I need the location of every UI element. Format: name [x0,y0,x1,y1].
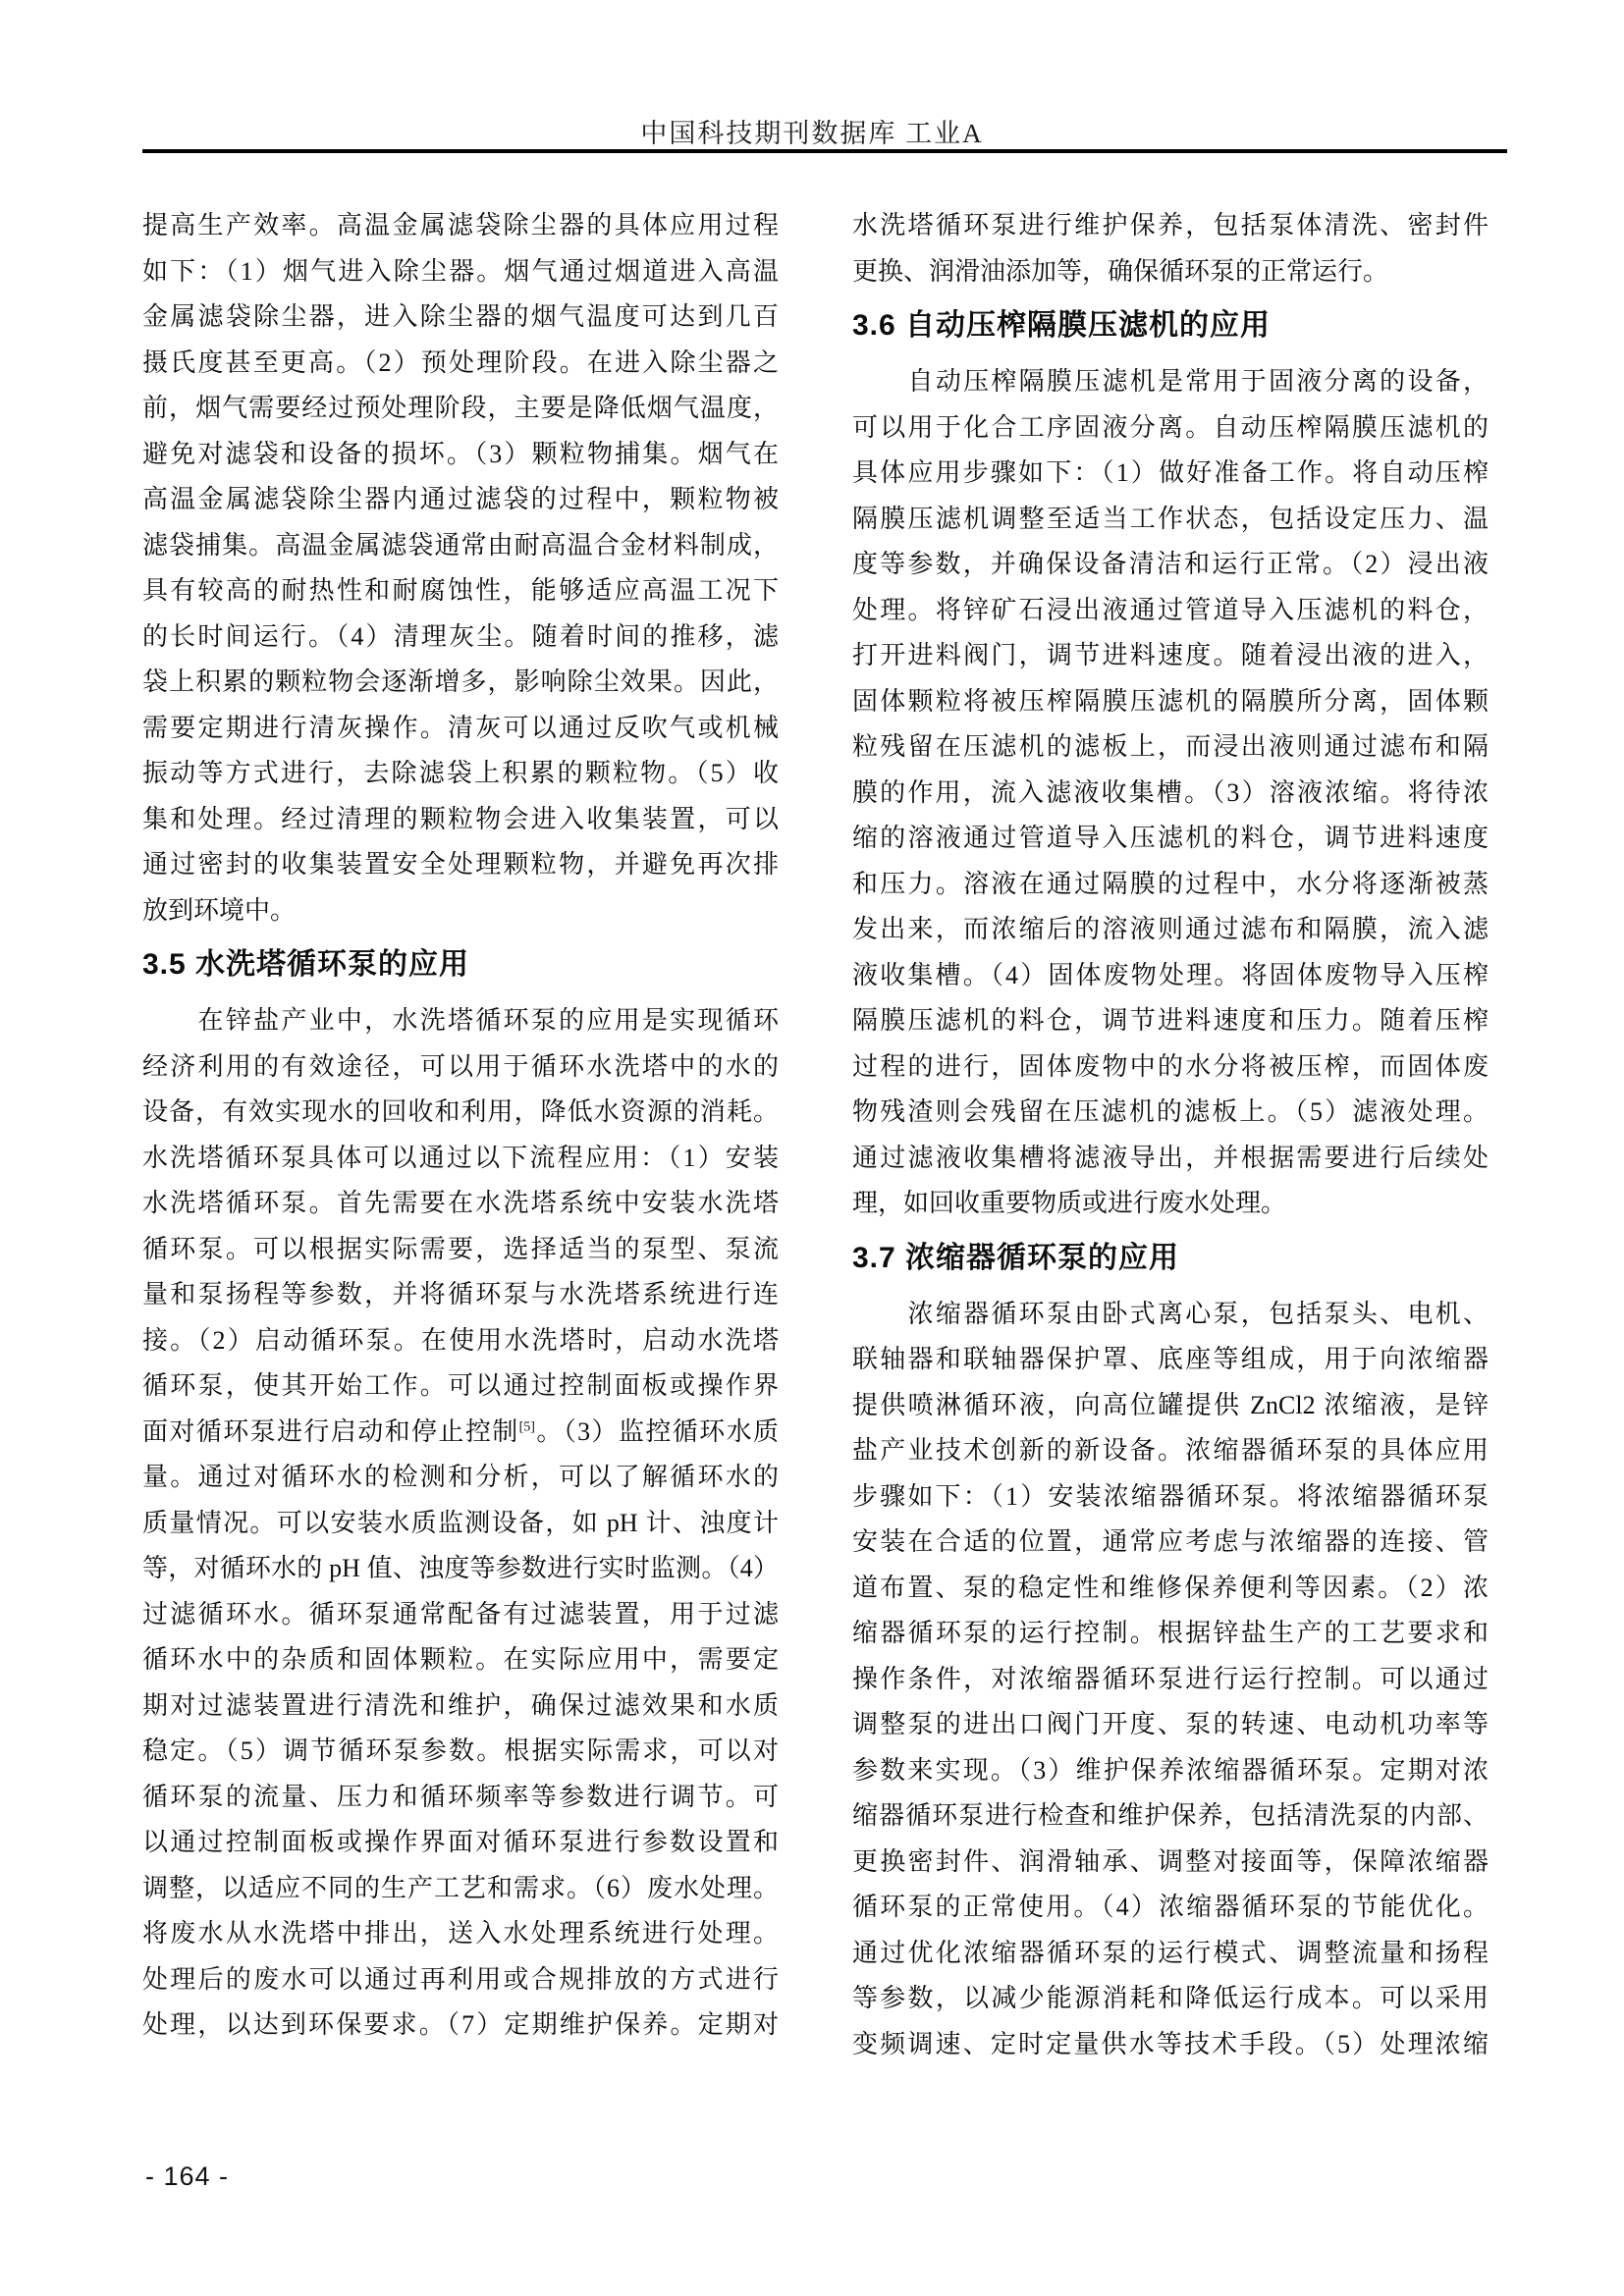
text-line: 如下：（1）烟气进入除尘器。烟气通过烟道进入高温 [142,256,779,286]
text-line: 可以用于化合工序固液分离。自动压榨隔膜压滤机的 [852,412,1489,442]
text-line: 隔膜压滤机调整至适当工作状态，包括设定压力、温 [852,504,1489,533]
text-line: 通过优化浓缩器循环泵的运行模式、调整流量和扬程 [852,1938,1489,1967]
citation-superscript: [5] [518,1418,535,1434]
text-line: 需要定期进行清灰操作。清灰可以通过反吹气或机械 [142,713,779,742]
text-line: 放到环境中。 [142,895,297,925]
text-line: 循环泵，使其开始工作。可以通过控制面板或操作界 [142,1371,779,1400]
text-line: 发出来，而浓缩后的溶液则通过滤布和隔膜，流入滤 [852,915,1489,943]
paragraph [142,203,779,934]
text-line: 接。（2）启动循环泵。在使用水洗塔时，启动水洗塔 [142,1325,779,1355]
text-line: 更换密封件、润滑轴承、调整对接面等，保障浓缩器 [852,1846,1489,1876]
text-line: 循环泵的流量、压力和循环频率等参数进行调节。可 [142,1782,779,1811]
text-line: 过滤循环水。循环泵通常配备有过滤装置，用于过滤 [142,1599,779,1629]
text-line: 具体应用步骤如下：（1）做好准备工作。将自动压榨 [852,458,1489,487]
text-line: 循环水中的杂质和固体颗粒。在实际应用中，需要定 [142,1645,779,1674]
text-line: 隔膜压滤机的料仓，调节进料速度和压力。随着压榨 [852,1006,1489,1035]
text-line: 经济利用的有效途径，可以用于循环水洗塔中的水的 [142,1051,779,1081]
text-line: 处理。将锌矿石浸出液通过管道导入压滤机的料仓， [852,595,1489,624]
text-line: 通过密封的收集装置安全处理颗粒物，并避免再次排 [142,850,779,879]
text-line: 滤袋捕集。高温金属滤袋通常由耐高温合金材料制成， [142,530,779,560]
text-line: 循环泵的正常使用。（4）浓缩器循环泵的节能优化。 [852,1893,1489,1921]
text-line: 具有较高的耐热性和耐腐蚀性，能够适应高温工况下 [142,576,779,605]
text-line: 袋上积累的颗粒物会逐渐增多，影响除尘效果。因此， [142,667,779,696]
text-line: 稳定。（5）调节循环泵参数。根据实际需求，可以对 [142,1736,779,1765]
paragraph [852,203,1489,294]
page-number: - 164 - [145,2162,230,2191]
text-line: 调整，以适应不同的生产工艺和需求。（6）废水处理。 [142,1873,779,1902]
text-line: 处理，以达到环保要求。（7）定期维护保养。定期对 [142,2010,779,2039]
text-line: 安装在合适的位置，通常应考虑与浓缩器的连接、管 [852,1527,1489,1556]
text-line: 缩器循环泵进行检查和维护保养，包括清洗泵的内部、 [852,1801,1489,1830]
text-line: 度等参数，并确保设备清洁和运行正常。（2）浸出液 [852,550,1489,578]
text-line: 振动等方式进行，去除滤袋上积累的颗粒物。（5）收 [142,759,779,787]
section-heading: 3.6 自动压榨隔膜压滤机的应用 [852,309,1272,342]
text-line: 理，如回收重要物质或进行废水处理。 [852,1189,1287,1217]
text-line: 期对过滤装置进行清洗和维护，确保过滤效果和水质 [142,1690,779,1720]
text-line: 过程的进行，固体废物中的水分将被压榨，而固体废 [852,1051,1489,1081]
text-line: 的长时间运行。（4）清理灰尘。随着时间的推移，滤 [142,621,779,651]
text-line: 浓缩器循环泵由卧式离心泵，包括泵头、电机、 [852,1299,1489,1328]
text-line: 提供喷淋循环液，向高位罐提供 ZnCl2 浓缩液，是锌 [852,1390,1489,1419]
text-line: 参数来实现。（3）维护保养浓缩器循环泵。定期对浓 [852,1755,1489,1785]
text-line: 盐产业技术创新的新设备。浓缩器循环泵的具体应用 [852,1436,1489,1465]
text-line: 质量情况。可以安装水质监测设备，如 pH 计、浊度计 [142,1508,779,1537]
text-line: 膜的作用，流入滤液收集槽。（3）溶液浓缩。将待浓 [852,777,1489,807]
text-line: 面对循环泵进行启动和停止控制[5]。（3）监控循环水质 [142,1416,779,1446]
text-line: 在锌盐产业中，水洗塔循环泵的应用是实现循环 [142,1006,779,1035]
text-line: 摄氏度甚至更高。（2）预处理阶段。在进入除尘器之 [142,347,779,377]
text-line: 物残渣则会残留在压滤机的滤板上。（5）滤液处理。 [852,1097,1489,1126]
text-columns [142,203,1489,2067]
text-line: 提高生产效率。高温金属滤袋除尘器的具体应用过程 [142,211,779,240]
text-line: 通过滤液收集槽将滤液导出，并根据需要进行后续处 [852,1143,1489,1172]
paragraph [852,1292,1489,2068]
paragraph [852,359,1489,1227]
text-line: 集和处理。经过清理的颗粒物会进入收集装置，可以 [142,804,779,833]
text-line: 联轴器和联轴器保护罩、底座等组成，用于向浓缩器 [852,1345,1489,1373]
text-line: 变频调速、定时定量供水等技术手段。（5）处理浓缩 [852,2029,1489,2058]
text-line: 道布置、泵的稳定性和维修保养便利等因素。（2）浓 [852,1573,1489,1602]
text-line: 粒残留在压滤机的滤板上，而浸出液则通过滤布和隔 [852,732,1489,761]
text-line: 避免对滤袋和设备的损坏。（3）颗粒物捕集。烟气在 [142,439,779,468]
text-line: 量和泵扬程等参数，并将循环泵与水洗塔系统进行连 [142,1280,779,1308]
text-line: 设备，有效实现水的回收和利用，降低水资源的消耗。 [142,1097,779,1126]
text-line: 等参数，以减少能源消耗和降低运行成本。可以采用 [852,1984,1489,2012]
text-line: 自动压榨隔膜压滤机是常用于固液分离的设备， [852,367,1489,396]
text-line: 液收集槽。（4）固体废物处理。将固体废物导入压榨 [852,960,1489,989]
text-line: 循环泵。可以根据实际需要，选择适当的泵型、泵流 [142,1234,779,1263]
text-line: 将废水从水洗塔中排出，送入水处理系统进行处理。 [142,1919,779,1948]
paragraph [142,998,779,2049]
text-line: 打开进料阀门，调节进料速度。随着浸出液的进入， [852,641,1489,669]
text-line: 和压力。溶液在通过隔膜的过程中，水分将逐渐被蒸 [852,869,1489,898]
text-line: 步骤如下：（1）安装浓缩器循环泵。将浓缩器循环泵 [852,1481,1489,1511]
text-line: 量。通过对循环水的检测和分析，可以了解循环水的 [142,1463,779,1491]
text-line: 等，对循环水的 pH 值、浊度等参数进行实时监测。（4） [142,1554,779,1582]
text-line: 水洗塔循环泵。首先需要在水洗塔系统中安装水洗塔 [142,1189,779,1217]
section-heading: 3.5 水洗塔循环泵的应用 [142,948,470,981]
text-line: 固体颗粒将被压榨隔膜压滤机的隔膜所分离，固体颗 [852,686,1489,716]
text-line: 处理后的废水可以通过再利用或合规排放的方式进行 [142,1964,779,1994]
text-line: 操作条件，对浓缩器循环泵进行运行控制。可以通过 [852,1664,1489,1693]
text-line: 更换、润滑油添加等，确保循环泵的正常运行。 [852,256,1389,286]
section-heading: 3.7 浓缩器循环泵的应用 [852,1241,1180,1274]
text-line: 缩的溶液通过管道导入压滤机的料仓，调节进料速度 [852,824,1489,852]
header-rule [142,149,1507,153]
text-line: 金属滤袋除尘器，进入除尘器的烟气温度可达到几百 [142,302,779,331]
journal-header: 中国科技期刊数据库 工业A [640,119,984,148]
text-line: 水洗塔循环泵具体可以通过以下流程应用：（1）安装 [142,1143,779,1172]
right-column [852,203,1489,2067]
left-column [142,203,779,2067]
text-line: 缩器循环泵的运行控制。根据锌盐生产的工艺要求和 [852,1619,1489,1647]
text-line: 调整泵的进出口阀门开度、泵的转速、电动机功率等 [852,1710,1489,1738]
text-line: 水洗塔循环泵进行维护保养，包括泵体清洗、密封件 [852,211,1489,240]
text-line: 高温金属滤袋除尘器内通过滤袋的过程中，颗粒物被 [142,485,779,513]
text-line: 前，烟气需要经过预处理阶段，主要是降低烟气温度， [142,394,779,422]
text-line: 以通过控制面板或操作界面对循环泵进行参数设置和 [142,1828,779,1856]
